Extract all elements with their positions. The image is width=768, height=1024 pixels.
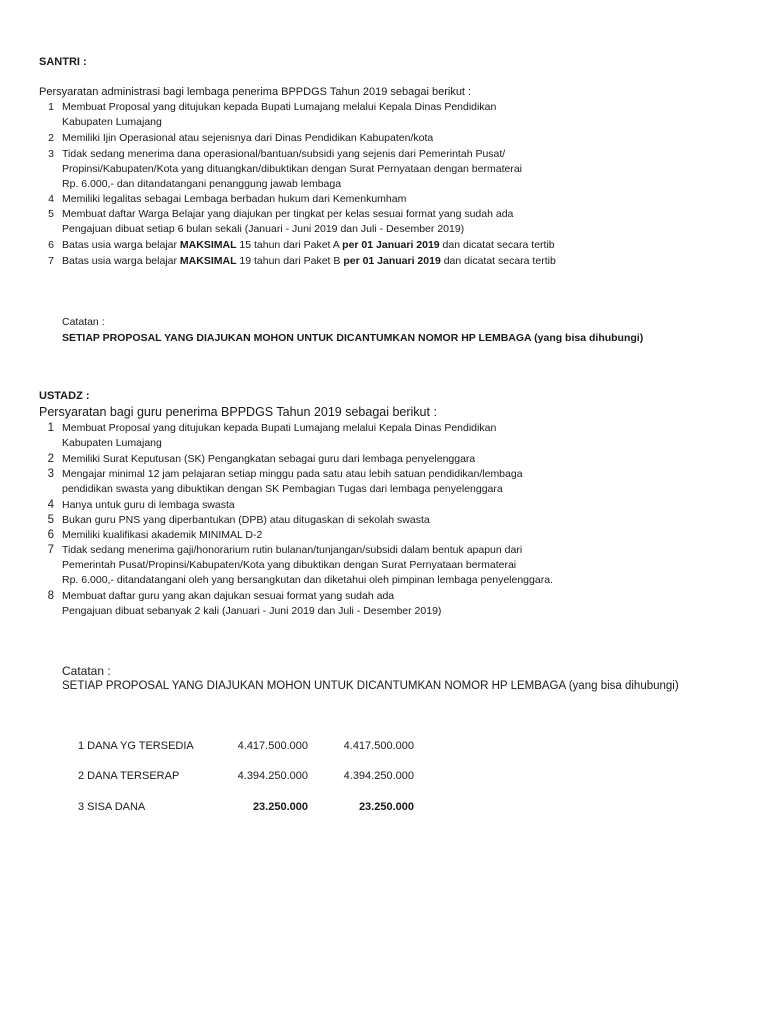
fund-value: 4.417.500.000 [343, 740, 414, 752]
item-line: Rp. 6.000,- dan ditandatangani penanggung jawab lembaga [62, 178, 342, 191]
ustadz-note-text: SETIAP PROPOSAL YANG DIAJUKAN MOHON UNTUK DICANTUMKAN NOMOR HP LEMBAGA (yang bisa dihubungi) [62, 680, 679, 692]
santri-intro: Persyaratan administrasi bagi lembaga penerima BPPDGS Tahun 2019 sebagai berikut : [39, 86, 472, 98]
item-line: Memiliki Surat Keputusan (SK) Pengangkatan sebagai guru dari lembaga penyelenggara [62, 453, 476, 465]
item-line: Tidak sedang menerima gaji/honorarium rutin bulanan/tunjangan/subsidi dalam bentuk apapun dari [62, 544, 523, 556]
item-number: 4 [47, 499, 54, 511]
item-number: 3 [48, 148, 54, 160]
item-line: Kabupaten Lumajang [62, 116, 162, 129]
item-emphasis: per 01 Januari 2019 [343, 255, 441, 267]
item-line: Bukan guru PNS yang diperbantukan (DPB) atau ditugaskan di sekolah swasta [62, 514, 430, 526]
item-line: Mengajar minimal 12 jam pelajaran setiap minggu pada satu atau lebih satuan pendidikan/lembaga [62, 468, 523, 480]
item-line: Propinsi/Kabupaten/Kota yang dituangkan/dibuktikan dengan Surat Pernyataan dengan bermaterai [62, 163, 522, 176]
item-line: Pengajuan dibuat sebanyak 2 kali (Januari - Juni 2019 dan Juli - Desember 2019) [62, 605, 442, 618]
item-line: Rp. 6.000,- ditandatangani oleh yang bersangkutan dan diketahui oleh pimpinan lembaga penyelenggara. [62, 574, 553, 587]
item-line: Memiliki Ijin Operasional atau sejenisnya dari Dinas Pendidikan Kabupaten/kota [62, 132, 434, 144]
item-number: 2 [48, 132, 54, 144]
item-number: 4 [48, 193, 54, 205]
item-line: Membuat Proposal yang ditujukan kepada Bupati Lumajang melalui Kepala Dinas Pendidikan [62, 422, 497, 434]
item-number: 5 [48, 208, 54, 220]
item-number: 6 [48, 239, 54, 251]
item-number: 8 [47, 590, 54, 602]
item-line: Memiliki legalitas sebagai Lembaga berbadan hukum dari Kemenkumham [62, 193, 407, 205]
item-text: dan dicatat secara tertib [440, 255, 556, 267]
item-text: 15 tahun dari Paket A [236, 239, 343, 251]
ustadz-heading: USTADZ : [39, 390, 90, 402]
item-number: 7 [47, 544, 54, 556]
fund-value: 23.250.000 [358, 801, 414, 813]
item-emphasis: MAKSIMAL [179, 255, 237, 267]
fund-value: 23.250.000 [252, 801, 308, 813]
ustadz-note-label: Catatan : [62, 664, 111, 678]
fund-label: 3 SISA DANA [78, 801, 146, 813]
santri-note-label: Catatan : [62, 316, 105, 328]
fund-row [78, 770, 438, 786]
item-text: 19 tahun dari Paket B [236, 255, 344, 267]
fund-row [78, 801, 438, 817]
item-number: 6 [47, 529, 54, 541]
item-text: dan dicatat secara tertib [439, 239, 555, 251]
fund-label: 1 DANA YG TERSEDIA [78, 740, 194, 752]
item-line: pendidikan swasta yang dibuktikan dengan SK Pembagian Tugas dari lembaga penyelenggara [62, 483, 503, 496]
item-emphasis: per 01 Januari 2019 [342, 239, 440, 251]
fund-value: 4.394.250.000 [343, 770, 414, 782]
item-line: Pengajuan dibuat setiap 6 bulan sekali (Januari - Juni 2019 dan Juli - Desember 2019) [62, 223, 465, 236]
fund-value: 4.394.250.000 [237, 770, 308, 782]
santri-heading: SANTRI : [39, 56, 87, 68]
item-number: 1 [48, 101, 54, 113]
item-line: Pemerintah Pusat/Propinsi/Kabupaten/Kota yang dibuktikan dengan Surat Pernyataan bermaterai [62, 559, 517, 572]
ustadz-intro: Persyaratan bagi guru penerima BPPDGS Tahun 2019 sebagai berikut : [39, 405, 437, 419]
item-text: Batas usia warga belajar [62, 255, 180, 267]
item-emphasis: MAKSIMAL [179, 239, 237, 251]
fund-label: 2 DANA TERSERAP [78, 770, 180, 782]
item-number: 1 [47, 422, 54, 434]
fund-value: 4.417.500.000 [237, 740, 308, 752]
item-line: Membuat daftar guru yang akan dajukan sesuai format yang sudah ada [62, 590, 395, 602]
item-number: 2 [47, 453, 54, 465]
item-line: Membuat Proposal yang ditujukan kepada Bupati Lumajang melalui Kepala Dinas Pendidikan [62, 101, 497, 113]
item-number: 5 [47, 514, 54, 526]
santri-note-text: SETIAP PROPOSAL YANG DIAJUKAN MOHON UNTUK DICANTUMKAN NOMOR HP LEMBAGA (yang bisa dihubungi) [62, 332, 644, 344]
fund-row [78, 740, 438, 756]
item-line: Kabupaten Lumajang [62, 437, 162, 450]
item-line: Membuat daftar Warga Belajar yang diajukan per tingkat per kelas sesuai format yang sudah ada [62, 208, 514, 220]
item-line: Hanya untuk guru di lembaga swasta [62, 499, 235, 511]
item-line: Tidak sedang menerima dana operasional/bantuan/subsidi yang sejenis dari Pemerintah Pusat/ [62, 148, 506, 160]
item-line: Memiliki kualifikasi akademik MINIMAL D-2 [62, 529, 263, 541]
item-number: 7 [48, 255, 54, 267]
item-text: Batas usia warga belajar [62, 239, 180, 251]
item-number: 3 [47, 468, 54, 480]
